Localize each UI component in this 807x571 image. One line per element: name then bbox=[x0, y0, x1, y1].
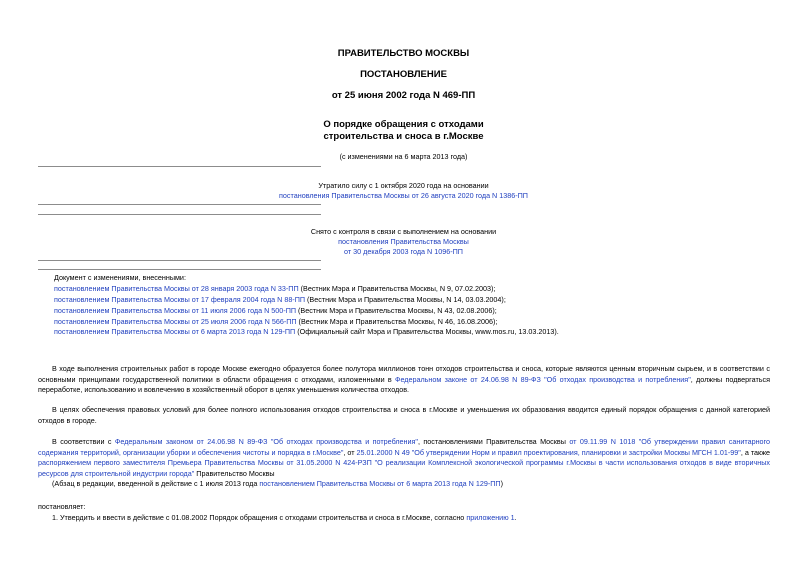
resolution-link[interactable]: от 09.11.99 N 1018 "Об утверждении правил санитарного содержания территорий, организации уборки и обеспечения чистоты и порядка в г.Москве" bbox=[38, 437, 770, 457]
appendix-link[interactable]: приложению 1 bbox=[466, 513, 515, 522]
item-text: . bbox=[514, 513, 517, 522]
divider bbox=[38, 260, 321, 261]
paragraph-text: , должны подвергаться переработке, использованию и вовлечению в хозяйственный оборот в целях уменьшения количества отходов. bbox=[38, 374, 770, 394]
paragraph-text: В соответствии с bbox=[52, 437, 115, 446]
change-item bbox=[54, 306, 497, 315]
law-link[interactable]: Федеральным законом от 24.06.98 N 89-ФЗ "Об отходах производства и потребления" bbox=[114, 437, 418, 446]
doc-title-line1: О порядке обращения с отходами bbox=[323, 119, 484, 130]
change-link[interactable]: постановлением Правительства Москвы от 11 июля 2006 года N 500-ПП bbox=[54, 306, 297, 315]
amendment-note: (с изменениями на 6 марта 2013 года) bbox=[339, 152, 468, 161]
change-link[interactable]: постановлением Правительства Москвы от 6 марта 2013 года N 129-ПП bbox=[54, 327, 296, 336]
resolution-link[interactable]: 25.01.2000 N 49 "Об утверждении Норм и правил проектирования, планировки и застройки Москвы МГСН 1.01-99" bbox=[356, 447, 741, 457]
paragraph-text: , а также bbox=[740, 447, 770, 457]
doc-title-line2: строительства и сноса в г.Москве bbox=[323, 131, 484, 142]
paragraph-text: , от bbox=[343, 447, 357, 457]
note-text: (Абзац в редакции, введенной в действие с 1 июля 2013 года bbox=[52, 479, 260, 488]
law-link[interactable]: Федеральном законе от 24.06.98 N 89-ФЗ "Об отходах производства и потребления" bbox=[395, 374, 691, 384]
change-link[interactable]: постановлением Правительства Москвы от 28 января 2003 года N 33-ПП bbox=[54, 284, 299, 293]
paragraph-text: , постановлениями Правительства Москвы bbox=[417, 437, 570, 446]
paragraph-text: В ходе выполнения строительных работ в городе Москве ежегодно образуется более полутора миллионов тонн отходов строительства и сноса, которые являются ценным вторичным сырьем, и в соответствии с основными принципами государственной политики в области обращения с отходами, изложенными в bbox=[38, 364, 770, 384]
divider bbox=[38, 214, 321, 215]
change-item bbox=[54, 295, 506, 304]
divider bbox=[38, 204, 321, 205]
change-source: (Вестник Мэра и Правительства Москвы, N 43, 02.08.2006); bbox=[296, 306, 497, 315]
change-item bbox=[54, 284, 495, 293]
change-item bbox=[54, 327, 559, 336]
order-link[interactable]: распоряжением первого заместителя Премьера Правительства Москвы от 31.05.2000 N 424-РЗП "О реализации Комплексной экологической программы г.Москвы в части использования отходов в виде вторичных ресурсов для строительной индустрии города" bbox=[38, 458, 770, 478]
doc-date-number: от 25 июня 2002 года N 469-ПП bbox=[331, 90, 476, 101]
item-text: 1. Утвердить и ввести в действие с 01.08.2002 Порядок обращения с отходами строительства и сноса в г.Москве, согласно bbox=[52, 513, 467, 522]
org-name: ПРАВИТЕЛЬСТВО МОСКВЫ bbox=[337, 48, 470, 59]
changes-heading: Документ с изменениями, внесенными: bbox=[54, 273, 186, 282]
paragraph-text: В целях обеспечения правовых условий для более полного использования отходов строительства и сноса в г.Москве и уменьшения их образования вводится единый порядок обращения с данной категорией отходов в городе. bbox=[38, 405, 770, 425]
control-notice: Снято с контроля в связи с выполнением на основании bbox=[310, 227, 497, 236]
paragraph-text: Правительство Москвы bbox=[194, 468, 275, 478]
change-link[interactable]: постановлением Правительства Москвы от 25 июля 2006 года N 566-ПП bbox=[54, 317, 297, 326]
paragraph-1 bbox=[38, 364, 770, 396]
control-link-2[interactable]: от 30 декабря 2003 года N 1096-ПП bbox=[344, 247, 463, 256]
expired-link[interactable]: постановления Правительства Москвы от 26 августа 2020 года N 1386-ПП bbox=[279, 191, 528, 200]
divider bbox=[38, 269, 321, 270]
change-source: (Вестник Мэра и Правительства Москвы, N 46, 16.08.2006); bbox=[296, 317, 498, 326]
doc-type: ПОСТАНОВЛЕНИЕ bbox=[360, 69, 447, 80]
control-link-1[interactable]: постановления Правительства Москвы bbox=[338, 237, 469, 246]
change-source: (Официальный сайт Мэра и Правительства Москвы, www.mos.ru, 13.03.2013). bbox=[295, 327, 559, 336]
item-1 bbox=[52, 513, 517, 522]
change-item bbox=[54, 317, 497, 326]
note-text: ) bbox=[500, 479, 503, 488]
paragraph-3 bbox=[38, 437, 770, 479]
note-link[interactable]: постановлением Правительства Москвы от 6 марта 2013 года N 129-ПП bbox=[259, 479, 501, 488]
expired-notice: Утратило силу с 1 октября 2020 года на основании bbox=[318, 181, 489, 190]
change-source: (Вестник Мэра и Правительства Москвы, N 9, 07.02.2003); bbox=[298, 284, 496, 293]
divider bbox=[38, 166, 321, 167]
change-link[interactable]: постановлением Правительства Москвы от 17 февраля 2004 года N 88-ПП bbox=[54, 295, 306, 304]
decree-word: постановляет: bbox=[38, 502, 86, 511]
paragraph-2 bbox=[38, 405, 770, 426]
change-source: (Вестник Мэра и Правительства Москвы, N 14, 03.03.2004); bbox=[305, 295, 506, 304]
edit-note bbox=[52, 479, 503, 488]
